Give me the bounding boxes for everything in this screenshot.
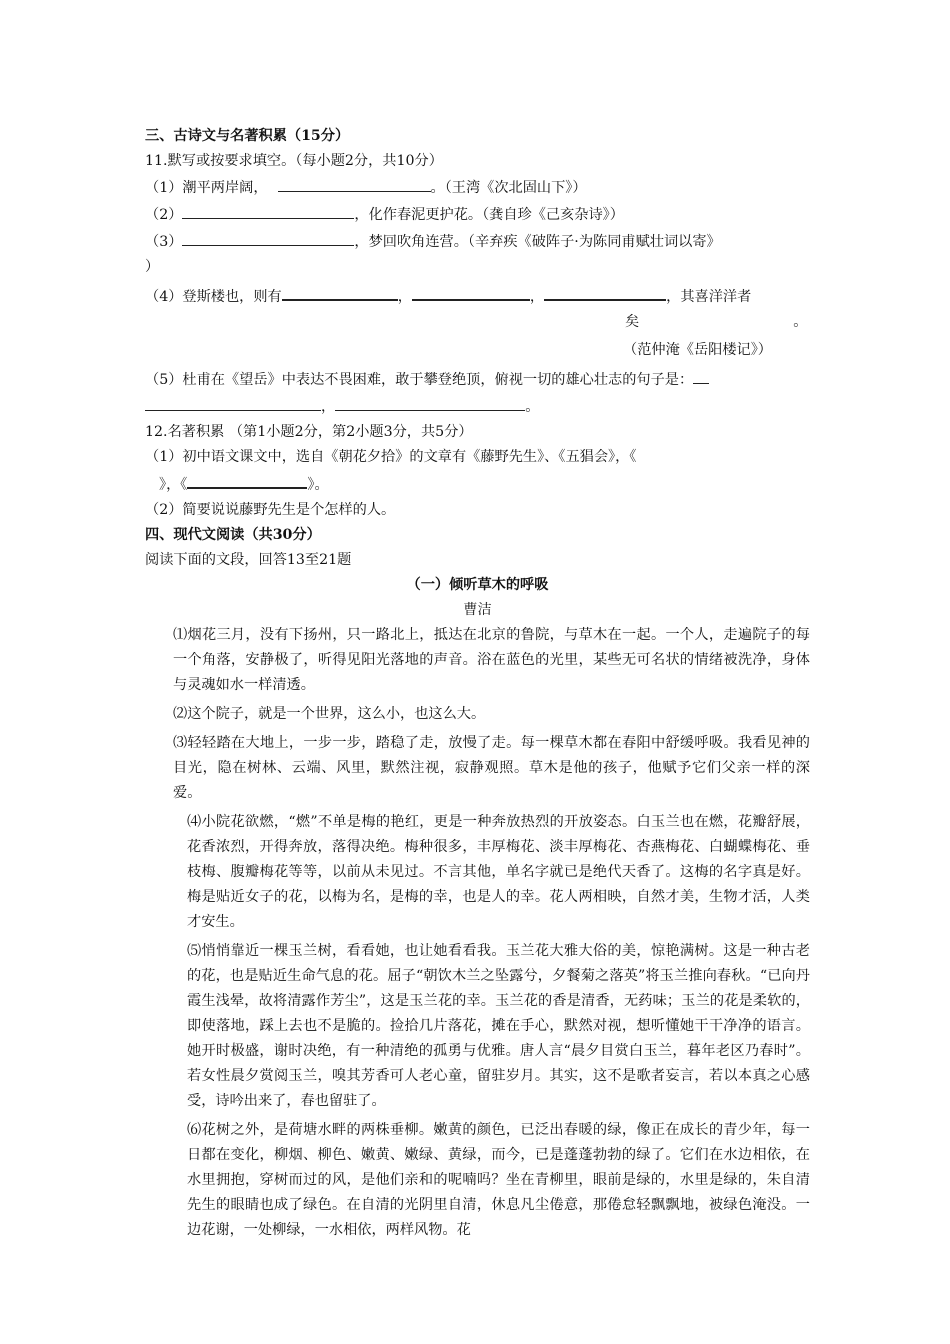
paragraph-1: ⑴烟花三月，没有下扬州，只一路北上，抵达在北京的鲁院，与草木在一起。一个人，走遍院子的每一个角落，安静极了，听得见阳光落地的声音。浴在蓝色的光里，某些无可名状的情绪被洗净，身体与灵魂如水一样清透。 xyxy=(173,627,810,693)
q11-item5 xyxy=(145,366,810,393)
q12-item2: （2）简要说说藤野先生是个怎样的人。 xyxy=(145,502,396,518)
q11-item4 xyxy=(145,282,810,310)
q11-item4-post: ，其喜洋洋者 xyxy=(666,289,752,305)
q11-item4-sep1: ， xyxy=(397,289,412,305)
q11-item5-blank2[interactable] xyxy=(335,393,525,411)
q11-item5-line2 xyxy=(145,393,810,420)
q11-item4-blank3[interactable] xyxy=(544,282,666,301)
section3-title: 三、古诗文与名著积累（15分） xyxy=(145,128,350,144)
q11-item5-text: （5）杜甫在《望岳》中表达不畏困难，敢于攀登绝顶，俯视一切的雄心壮志的句子是： xyxy=(145,372,694,388)
q11-item1 xyxy=(145,174,810,201)
q11-item5-sep: ， xyxy=(321,399,336,415)
q12-item1-line2-b: 》。 xyxy=(307,477,329,493)
q12-item1-line2 xyxy=(145,470,810,498)
q11-item2 xyxy=(145,201,810,228)
q11-item5-end: 。 xyxy=(525,399,540,415)
q11-item4-source: （范仲淹《岳阳楼记》） xyxy=(623,342,772,358)
q11-item1-post: 。（王湾《次北固山下》） xyxy=(430,180,587,196)
paragraph-3: ⑶轻轻踏在大地上，一步一步，踏稳了走，放慢了走。每一棵草木都在春阳中舒缓呼吸。我看见神的目光，隐在树林、云端、风里，默然注视，寂静观照。草木是他的孩子，他赋予它们父亲一样的深爱。 xyxy=(173,735,810,801)
q12-item1-blank[interactable] xyxy=(187,470,307,489)
q11-item4-blank2[interactable] xyxy=(412,282,530,301)
q12-item1-line1: （1）初中语文课文中，选自《朝花夕拾》的文章有《藤野先生》、《五猖会》，《 xyxy=(145,449,637,465)
q11-item4-period: 。 xyxy=(793,314,808,330)
paragraph-2: ⑵这个院子，就是一个世界，这么小，也这么大。 xyxy=(173,706,486,722)
paragraph-4: ⑷小院花欲燃，“燃”不单是梅的艳红，更是一种奔放热烈的开放姿态。白玉兰也在燃，花瓣舒展，花香浓烈，开得奔放，落得决绝。梅种很多，丰厚梅花、淡丰厚梅花、杏燕梅花、白蝴蝶梅花、垂枝梅、腹瓣梅花等等，以前从未见过。不言其他，单名字就已是绝代天香了。这梅的名字真是好。梅是贴近女子的花，以梅为名，是梅的幸，也是人的幸。花人两相映，自然才美，生物才活，人类才安生。 xyxy=(187,814,810,930)
q11-item3-pre: （3） xyxy=(145,234,183,250)
q11-item3-blank[interactable] xyxy=(182,228,354,246)
article-title: （一）倾听草木的呼吸 xyxy=(406,577,549,593)
q11-item1-pre: （1）潮平两岸阔， xyxy=(145,180,268,196)
q11-item3-post: ，梦回吹角连营。（辛弃疾《破阵子·为陈同甫赋壮词以寄》 xyxy=(354,234,721,250)
paragraph-6: ⑹花树之外，是荷塘水畔的两株垂柳。嫩黄的颜色，已泛出春暖的绿，像正在成长的青少年，每一日都在变化，柳烟、柳色、嫩黄、嫩绿、黄绿，而今，已是蓬蓬勃勃的绿了。它们在水边相依，在水里拥抱，穿树而过的风，是他们亲和的呢喃吗？坐在青柳里，眼前是绿的，水里是绿的，朱自清先生的眼睛也成了绿色。在自清的光阴里自清，休息凡尘倦意，那倦怠轻飘飘地，被绿色淹没。一边花谢，一处柳绿，一水相依，两样风物。花 xyxy=(187,1122,810,1238)
q11-item3 xyxy=(145,228,810,255)
q11-item4-blank1[interactable] xyxy=(282,282,398,301)
exam-page xyxy=(145,124,810,1243)
q11-item4-line2-text: 矣 xyxy=(625,314,640,330)
article-author: 曹洁 xyxy=(463,602,492,618)
q11-item4-line2 xyxy=(145,310,810,335)
section4-instruction: 阅读下面的文段，回答13至21题 xyxy=(145,552,352,568)
section4-title: 四、现代文阅读（共30分） xyxy=(145,527,321,543)
q11-item2-pre: （2） xyxy=(145,207,183,223)
q12-item1-line2-a: 》，《 xyxy=(159,477,188,493)
q11-item2-post: ，化作春泥更护花。（龚自珍《己亥杂诗》） xyxy=(354,207,624,223)
q11-item5-blank0[interactable] xyxy=(693,366,709,384)
q11-item5-blank1[interactable] xyxy=(145,393,321,411)
q11-item1-blank[interactable] xyxy=(278,174,431,192)
q11-stem: 11.默写或按要求填空。（每小题2分，共10分） xyxy=(145,153,443,169)
q11-item4-pre: （4）登斯楼也，则有 xyxy=(145,289,282,305)
q11-item3-tail: ） xyxy=(145,259,160,275)
q11-item4-sep2: ， xyxy=(529,289,545,305)
q11-item2-blank[interactable] xyxy=(182,201,354,219)
q12-stem: 12.名著积累 （第1小题2分，第2小题3分，共5分） xyxy=(145,424,473,440)
paragraph-5: ⑸悄悄靠近一棵玉兰树，看看她，也让她看看我。玉兰花大雅大俗的美，惊艳满树。这是一种古老的花，也是贴近生命气息的花。屈子“朝饮木兰之坠露兮，夕餐菊之落英”将玉兰推向春秋。“已向丹霞生浅晕，故将清露作芳尘”，这是玉兰花的幸。玉兰花的香是清香，无药味；玉兰的花是柔软的，即使落地，踩上去也不是脆的。捡拾几片落花，摊在手心，默然对视，想听懂她干干净净的语言。她开时极盛，谢时决绝，有一种清绝的孤勇与优雅。唐人言“晨夕目赏白玉兰，暮年老区乃春时”。若女性晨夕赏阅玉兰，嗅其芳香可人老心童，留驻岁月。其实，这不是歌者妄言，若以本真之心感受，诗吟出来了，春也留驻了。 xyxy=(187,943,810,1109)
